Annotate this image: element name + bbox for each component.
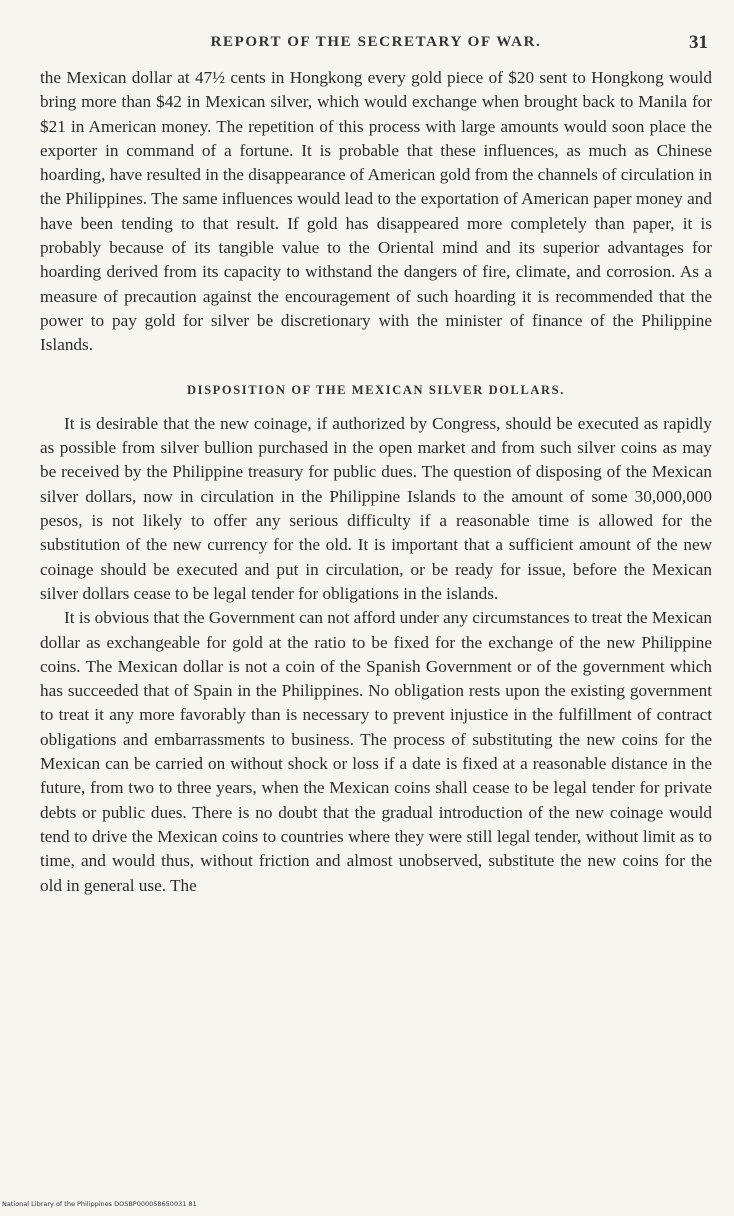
page-header bbox=[40, 32, 712, 58]
paragraph-continued: the Mexican dollar at 47½ cents in Hongkong every gold piece of $20 sent to Hongkong would bring more than $42 in Mexican silver, which would exchange when brought back to Manila for $21 in American money. The repetition of this process with large amounts would soon place the exporter in command of a fortune. It is probable that these influences, as much as Chinese hoarding, have resulted in the disappearance of American gold from the channels of circulation in the Philippines. The same influences would lead to the exportation of American paper money and have been tending to that result. If gold has disappeared more completely than paper, it is probably because of its tangible value to the Oriental mind and its superior advantages for hoarding derived from its capacity to withstand the dangers of fire, climate, and corrosion. As a measure of precaution against the encouragement of such hoarding it is recommended that the power to pay gold for silver be discretionary with the minister of finance of the Philippine Islands. bbox=[40, 68, 712, 355]
paragraph: It is desirable that the new coinage, if authorized by Congress, should be executed as rapidly as possible from silver bullion purchased in the open market and from such silver coins as may be received by the Philippine treasury for public dues. The question of disposing of the Mexican silver dollars, now in circulation in the Philippine Islands to the amount of some 30,000,000 pesos, is not likely to offer any serious difficulty if a reasonable time is allowed for the substitution of the new currency for the old. It is important that a sufficient amount of the new coinage should be executed and put in circulation, or be ready for issue, before the Mexican silver dollars cease to be legal tender for obligations in the islands. bbox=[40, 413, 712, 603]
page-number: 31 bbox=[689, 32, 708, 53]
body-text bbox=[40, 66, 712, 898]
paragraph: It is obvious that the Government can not afford under any circumstances to treat the Mexican dollar as exchangeable for gold at the ratio to be fixed for the exchange of the new Philippine coins. The Mexican dollar is not a coin of the Spanish Government or of the government which has succeeded that of Spain in the Philippines. No obligation rests upon the existing government to treat it any more favorably than is necessary to prevent injustice in the fulfillment of contract obligations and embarrassments to business. The process of substituting the new coins for the Mexican can be carried on without shock or loss if a date is fixed at a reasonable distance in the future, from two to three years, when the Mexican coins shall cease to be legal tender for private debts or public dues. There is no doubt that the gradual introduction of the new coinage would tend to drive the Mexican coins to countries where they were still legal tender, without limit as to time, and would thus, without friction and almost unobserved, substitute the new coins for the old in general use. The bbox=[40, 608, 712, 895]
library-watermark: National Library of the Philippines DOSBP000058650031 81 bbox=[2, 1200, 197, 1208]
running-head: REPORT OF THE SECRETARY OF WAR. bbox=[210, 34, 542, 50]
section-heading: DISPOSITION OF THE MEXICAN SILVER DOLLARS. bbox=[187, 382, 565, 397]
